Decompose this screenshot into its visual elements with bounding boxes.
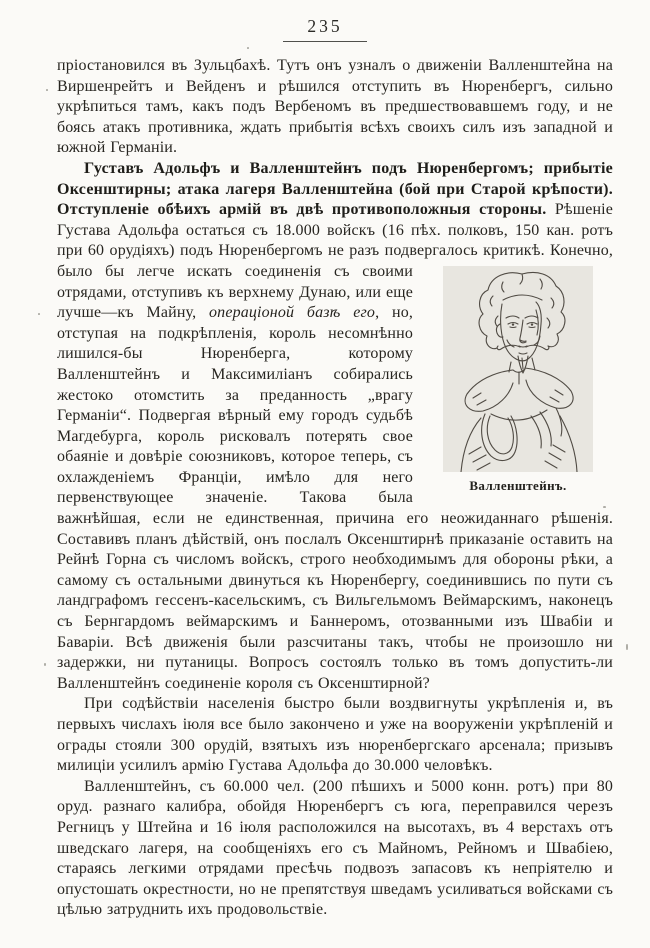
wallenstein-portrait-engraving — [443, 266, 593, 472]
section-run-in-heading: Густавъ Адольфъ и Валленштейнъ подъ Нюренбергомъ; прибытіе Оксенштирны; атака лагеря Валленштейна (бой при Старой крѣпости). Отступленіе обѣихъ армій въ двѣ противоположныя стороны. — [57, 159, 613, 219]
page-header — [0, 16, 650, 42]
scan-speck — [626, 644, 628, 650]
paragraph-gustav-wallenstein — [57, 159, 613, 694]
paragraph-2-text-2: было бы легче искать соединенія съ своими отрядами, отступивъ къ верхнему Дунаю, или еще лучше—къ Майну, — [57, 262, 413, 322]
paragraph-continuation: пріостановился въ Зульцбахѣ. Тутъ онъ узналъ о движеніи Валленштейна на Виршенрейтъ и Вейденъ и рѣшился отступить въ Нюренбергъ, сильно укрѣпиться тамъ, какъ подъ Вербеномъ въ предшествовавшемъ году, и не боясь атакъ противника, ждать прибытія всѣхъ своихъ силъ изъ западной и южной Германіи. — [57, 57, 613, 157]
text-block — [57, 56, 613, 921]
paragraph-wallenstein-army: Валленштейнъ, съ 60.000 чел. (200 пѣшихъ и 5000 конн. ротъ) при 80 оруд. разнаго калибра, обойдя Нюренбергъ съ юга, переправился черезъ Регницъ у Штейна и 16 іюля расположился на высотахъ, въ 4 верстахъ отъ шведскаго лагеря, на сообщеніяхъ его съ Майномъ, Рейномъ и Швабіею, стараясь легкими отрядами пресѣчь подвозъ запасовъ къ непріятелю и опустошать окрестности, но не препятствуя шведамъ усиливаться войсками съ цѣлью затруднить ихъ продовольствіе. — [57, 777, 613, 919]
scan-speck — [46, 89, 48, 91]
figure-caption: Валленштейнъ. — [469, 477, 567, 493]
engraving-paper — [443, 266, 593, 472]
scan-speck — [247, 47, 249, 49]
scan-speck — [603, 506, 606, 508]
paragraph-2-text-1: Рѣшеніе Густава Адольфа остаться съ 18.000 войскъ (16 пѣх. полковъ, 150 кан. ротъ при 60 орудіяхъ) подъ Нюренбергомъ не разъ подвергалось критикѣ. Конечно, — [57, 201, 614, 260]
paragraph-2-text-3: , но, отступая на подкрѣпленія, король несомнѣнно лишился-бы Нюренберга, которому Валленштейнъ и Максимиліанъ собирались жестоко отомстить за преданность „врагу Германіи“. Подвергая вѣрный ему городъ судьбѣ Магдебурга, король рисковалъ потерять свое обаяніе и довѣріе союзниковъ, которое теперь, съ охлажденіемъ Франціи, имѣло для него первенствующее значеніе. Такова была важнѣйшая, если не единственная, причина его неожиданнаго рѣшенія. Составивъ планъ дѣйствій, онъ послалъ Оксенштирнѣ приказаніе оставить на Рейнѣ Горна съ числомъ войскъ, строго необходимымъ для обороны рѣки, а самому съ остальными двинуться къ Нюренбергу, соединившись по пути съ ландграфомъ гессенъ-касельскимъ, съ Вильгельмомъ Веймарскимъ, наконецъ съ Бернгардомъ веймарскимъ и Баннеромъ, отозванными изъ Швабіи и Баваріи. Всѣ движенія были разсчитаны такъ, чтобы не произошло ни задержки, ни путаницы. Вопросъ состоялъ только въ томъ допустить-ли Валленштейнъ соединеніе короля съ Оксенштирной? — [57, 304, 613, 692]
paragraph-2-italic-phrase: операціоной базѣ его — [209, 304, 376, 322]
paragraph-fortifications: При содѣйствіи населенія быстро были воздвигнуты укрѣпленія и, въ первыхъ числахъ іюля все было закончено и уже на вооруженіи укрѣпленій и ограды стояли 300 орудій, взятыхъ изъ нюренбергскаго арсенала; призывъ милиціи усилилъ армію Густава Адольфа до 30.000 человѣкъ. — [57, 695, 613, 775]
scan-speck — [38, 313, 40, 315]
scan-speck — [44, 663, 46, 666]
wallenstein-figure — [443, 266, 593, 493]
page-number: 235 — [283, 16, 366, 42]
